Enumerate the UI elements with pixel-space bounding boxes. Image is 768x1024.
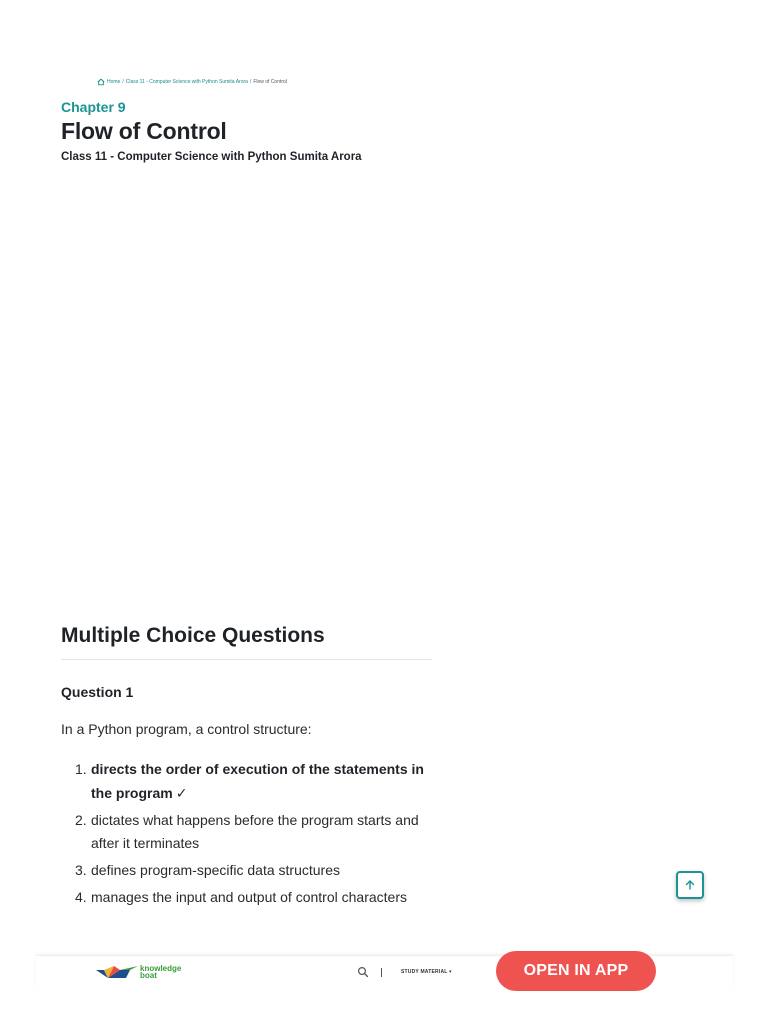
breadcrumb-home-link[interactable]: Home	[107, 79, 121, 85]
scroll-to-top-button[interactable]	[676, 871, 704, 899]
breadcrumb-separator: /	[122, 79, 124, 85]
knowledgeboat-logo-icon	[96, 962, 138, 982]
home-icon[interactable]	[97, 78, 105, 86]
option-text: directs the order of execution of the statements in the program	[91, 761, 424, 801]
logo-wordmark	[140, 965, 181, 979]
question-text: In a Python program, a control structure:	[61, 721, 312, 737]
answer-options	[61, 758, 433, 913]
nav-divider	[381, 968, 382, 977]
breadcrumb-book-link[interactable]: Class 11 - Computer Science with Python Sumita Arora	[125, 79, 248, 85]
open-in-app-button[interactable]: OPEN IN APP	[496, 951, 656, 991]
answer-option	[61, 859, 433, 883]
answer-option-correct	[61, 758, 433, 805]
option-number: 3.	[75, 862, 87, 878]
page-title: Flow of Control	[61, 118, 227, 144]
arrow-up-icon	[684, 879, 696, 891]
answer-option	[61, 886, 433, 910]
option-number: 1.	[75, 761, 87, 777]
study-material-label: STUDY MATERIAL	[401, 969, 448, 975]
bottom-nav-bar	[36, 955, 733, 988]
breadcrumb-separator: /	[249, 79, 252, 85]
site-logo[interactable]	[96, 962, 181, 982]
answer-option	[61, 809, 433, 856]
study-material-menu[interactable]	[401, 969, 452, 975]
option-number: 4.	[75, 889, 87, 905]
search-icon[interactable]	[357, 966, 369, 978]
section-divider	[61, 659, 432, 660]
option-text: dictates what happens before the program starts and after it terminates	[91, 811, 419, 851]
logo-line-2: boat	[140, 971, 157, 980]
check-mark: ✓	[175, 784, 188, 801]
book-name: Class 11 - Computer Science with Python Sumita Arora	[61, 151, 362, 163]
chevron-down-icon: ▾	[449, 969, 452, 975]
breadcrumb-current: Flow of Control	[253, 79, 287, 85]
breadcrumb	[97, 78, 287, 86]
chapter-label: Chapter 9	[61, 99, 126, 115]
option-text: defines program-specific data structures	[91, 862, 340, 878]
logo-line-1: knowledge	[140, 964, 182, 973]
option-text: manages the input and output of control characters	[91, 889, 407, 905]
option-number: 2.	[75, 811, 87, 828]
section-heading: Multiple Choice Questions	[61, 624, 325, 647]
question-label: Question 1	[61, 684, 134, 700]
